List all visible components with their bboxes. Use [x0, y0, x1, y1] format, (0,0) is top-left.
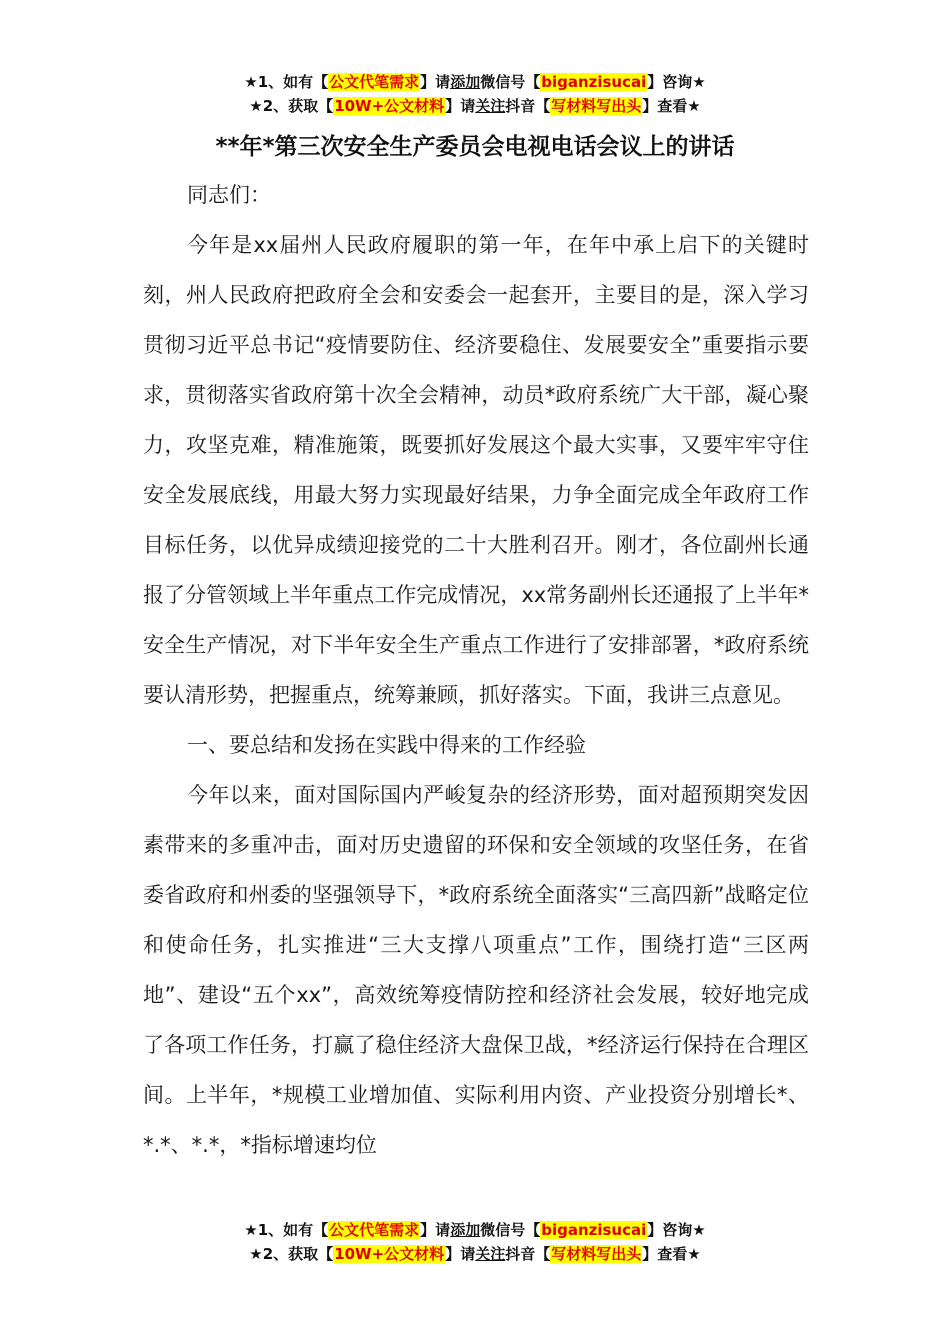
promo-banner-bottom [0, 1218, 950, 1266]
promo-text: 】请 [445, 97, 476, 115]
promo-highlight: 10W+公文材料 [334, 1245, 445, 1263]
document-title: **年*第三次安全生产委员会电视电话会议上的讲话 [215, 134, 735, 160]
promo-highlight: 写材料写出头 [551, 97, 642, 115]
promo-banner-top [0, 70, 950, 118]
promo-text: 】查看★ [642, 97, 701, 115]
promo-text: ★1、如有【 [244, 73, 329, 91]
promo-text: ★2、获取【 [249, 97, 334, 115]
promo-text: 】咨询★ [647, 73, 706, 91]
promo-line-1 [0, 70, 950, 94]
paragraph: 今年以来，面对国际国内严峻复杂的经济形势，面对超预期突发因素带来的多重冲击，面对历史遗留的环保和安全领域的攻坚任务，在省委省政府和州委的坚强领导下，*政府系统全面落实“三高四新”战略定位和使命任务，扎实推进“三大支撑八项重点”工作，围绕打造“三区两地”、建设“五个xx”，高效统筹疫情防控和经济社会发展，较好地完成了各项工作任务，打赢了稳住经济大盘保卫战，*经济运行保持在合理区间。上半年，*规模工业增加值、实际利用内资、产业投资分别增长*、*.*、*.*，*指标增速均位 [143, 783, 809, 1157]
document-body [143, 170, 809, 1170]
promo-text: 】请 [420, 73, 451, 91]
promo-underlined: 添加 [450, 73, 481, 91]
promo-highlight: 10W+公文材料 [334, 97, 445, 115]
promo-line-1 [0, 1218, 950, 1242]
promo-line-2 [0, 94, 950, 118]
section-heading: 一、要总结和发扬在实践中得来的工作经验 [187, 733, 586, 757]
promo-highlight: 公文代笔需求 [329, 73, 420, 91]
promo-highlight: biganzisucai [541, 73, 647, 91]
promo-text: ★2、获取【 [249, 1245, 334, 1263]
promo-text: 抖音【 [505, 1245, 551, 1263]
promo-line-2 [0, 1242, 950, 1266]
promo-underlined: 关注 [475, 97, 506, 115]
promo-text: 】请 [420, 1221, 451, 1239]
promo-underlined: 添加 [450, 1221, 481, 1239]
promo-text: 微信号【 [480, 1221, 541, 1239]
promo-text: 微信号【 [480, 73, 541, 91]
promo-highlight: 写材料写出头 [551, 1245, 642, 1263]
promo-text: 】请 [445, 1245, 476, 1263]
paragraph: 今年是xx届州人民政府履职的第一年，在年中承上启下的关键时刻，州人民政府把政府全会和安委会一起套开，主要目的是，深入学习贯彻习近平总书记“疫情要防住、经济要稳住、发展要安全”重要指示要求，贯彻落实省政府第十次全会精神，动员*政府系统广大干部，凝心聚力，攻坚克难，精准施策，既要抓好发展这个最大实事，又要牢牢守住安全发展底线，用最大努力实现最好结果，力争全面完成全年政府工作目标任务，以优异成绩迎接党的二十大胜利召开。刚才，各位副州长通报了分管领域上半年重点工作完成情况，xx常务副州长还通报了上半年*安全生产情况，对下半年安全生产重点工作进行了安排部署，*政府系统要认清形势，把握重点，统筹兼顾，抓好落实。下面，我讲三点意见。 [143, 233, 809, 707]
salutation: 同志们： [187, 183, 271, 207]
promo-text: 抖音【 [505, 97, 551, 115]
promo-text: 】咨询★ [647, 1221, 706, 1239]
promo-text: ★1、如有【 [244, 1221, 329, 1239]
promo-underlined: 关注 [475, 1245, 506, 1263]
promo-text: 】查看★ [642, 1245, 701, 1263]
promo-highlight: biganzisucai [541, 1221, 647, 1239]
promo-highlight: 公文代笔需求 [329, 1221, 420, 1239]
